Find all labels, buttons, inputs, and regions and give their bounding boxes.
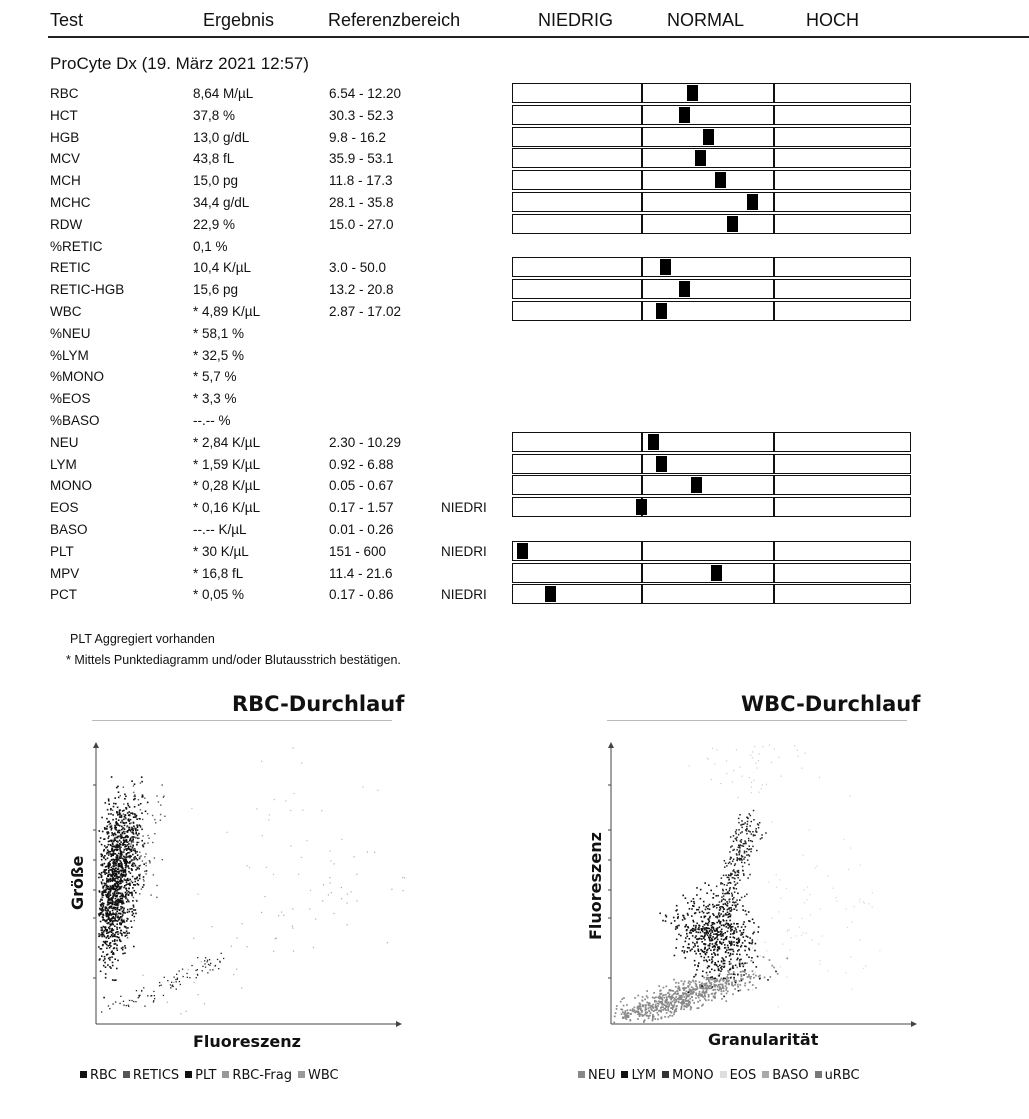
- result-value: --.-- %: [193, 413, 231, 428]
- result-value: --.-- K/µL: [193, 522, 247, 537]
- legend-item: [720, 1068, 757, 1083]
- range-bar: [512, 454, 911, 474]
- lym-cluster: [659, 874, 776, 997]
- range-divider-low: [641, 128, 643, 146]
- result-reference-range: 2.30 - 10.29: [329, 434, 402, 450]
- result-row: [0, 127, 1029, 149]
- wbc-scatter-plot: [605, 740, 925, 1030]
- result-row: [0, 257, 1029, 279]
- result-test-name: MPV: [50, 565, 80, 581]
- result-value: * 0,28 K/µL: [193, 478, 261, 494]
- range-divider-high: [773, 542, 775, 560]
- legend-swatch: [762, 1071, 769, 1078]
- rbc-plot-axes: [93, 742, 402, 1027]
- legend-item: [298, 1068, 339, 1083]
- result-row: [0, 497, 1029, 519]
- range-divider-high: [773, 476, 775, 494]
- result-value: 8,64 M/µL: [193, 86, 254, 101]
- result-test-name: RETIC-HGB: [50, 282, 125, 298]
- result-test-name: %BASO: [50, 413, 100, 428]
- result-flag: NIEDRI: [441, 587, 487, 603]
- header-rule: [48, 36, 1029, 38]
- column-header-test: Test: [50, 10, 84, 30]
- result-value: 0,1 %: [193, 238, 228, 254]
- range-divider-low: [641, 476, 643, 494]
- range-bar: [512, 541, 911, 561]
- result-value: 34,4 g/dL: [193, 195, 250, 210]
- result-row: [0, 83, 1029, 105]
- result-value: 15,0 pg: [193, 173, 239, 189]
- range-marker: [687, 85, 698, 101]
- range-divider-high: [773, 455, 775, 473]
- range-bar: [512, 301, 911, 321]
- range-divider-high: [773, 302, 775, 320]
- result-reference-range: 11.8 - 17.3: [329, 173, 393, 189]
- result-row: [0, 192, 1029, 214]
- eos-scatter: [721, 795, 880, 1007]
- rbc-plot-divider: [92, 720, 392, 721]
- result-value: 37,8 %: [193, 107, 236, 123]
- rbc-x-axis-label: Fluoreszenz: [193, 1032, 301, 1051]
- range-divider-high: [773, 215, 775, 233]
- range-marker: [656, 303, 667, 319]
- result-row: [0, 105, 1029, 127]
- result-value: * 30 K/µL: [193, 543, 249, 559]
- wbc-y-axis-label: Fluoreszenz: [586, 832, 605, 940]
- range-marker: [703, 129, 714, 145]
- result-row: [0, 519, 1029, 541]
- range-bar: [512, 475, 911, 495]
- range-divider-low: [641, 84, 643, 102]
- range-divider-high: [773, 433, 775, 451]
- result-reference-range: 0.17 - 0.86: [329, 587, 394, 603]
- result-test-name: %MONO: [50, 369, 104, 385]
- result-test-name: %LYM: [50, 347, 89, 363]
- result-test-name: MCH: [50, 173, 81, 189]
- range-divider-high: [773, 171, 775, 189]
- range-bar: [512, 279, 911, 299]
- result-value: * 2,84 K/µL: [193, 434, 261, 450]
- range-divider-high: [773, 498, 775, 516]
- range-marker: [517, 543, 528, 559]
- result-test-name: RETIC: [50, 260, 91, 276]
- rbc-legend: [80, 1068, 345, 1083]
- legend-item: [662, 1068, 713, 1083]
- mono-trail: [716, 810, 767, 919]
- result-reference-range: 28.1 - 35.8: [329, 195, 394, 210]
- legend-item: [222, 1068, 292, 1083]
- result-value: * 58,1 %: [193, 325, 245, 341]
- result-row: [0, 170, 1029, 192]
- column-header-reference: Referenzbereich: [328, 10, 461, 30]
- wbc-plot-divider: [607, 720, 907, 721]
- result-row: [0, 366, 1029, 388]
- range-marker: [691, 477, 702, 493]
- legend-item: [762, 1068, 808, 1083]
- result-reference-range: 0.17 - 1.57: [329, 500, 394, 516]
- result-row: [0, 148, 1029, 170]
- result-row: [0, 584, 1029, 606]
- range-marker: [711, 565, 722, 581]
- section-title: ProCyte Dx (19. März 2021 12:57): [50, 54, 309, 73]
- range-bar: [512, 563, 911, 583]
- legend-label: LYM: [631, 1068, 657, 1083]
- result-row: [0, 454, 1029, 476]
- range-marker: [747, 194, 758, 210]
- range-bar: [512, 214, 911, 234]
- result-test-name: %NEU: [50, 325, 91, 341]
- range-bar: [512, 192, 911, 212]
- range-bar: [512, 257, 911, 277]
- range-marker: [679, 107, 690, 123]
- range-divider-low: [641, 258, 643, 276]
- legend-label: EOS: [729, 1068, 757, 1083]
- result-value: * 3,3 %: [193, 391, 237, 407]
- rbc-plot-title: RBC-Durchlauf: [232, 692, 405, 716]
- result-reference-range: 30.3 - 52.3: [329, 107, 394, 123]
- legend-swatch: [80, 1071, 87, 1078]
- result-test-name: MONO: [50, 478, 92, 494]
- result-flag: NIEDRI: [441, 543, 487, 559]
- result-test-name: PLT: [50, 543, 74, 559]
- result-test-name: PCT: [50, 587, 77, 603]
- range-divider-low: [641, 106, 643, 124]
- result-test-name: MCHC: [50, 195, 91, 210]
- result-test-name: WBC: [50, 304, 82, 319]
- result-value: * 5,7 %: [193, 369, 237, 385]
- range-divider-low: [641, 585, 643, 603]
- wbc-plot-title: WBC-Durchlauf: [741, 692, 921, 716]
- result-value: 13,0 g/dL: [193, 129, 250, 145]
- range-marker: [727, 216, 738, 232]
- result-reference-range: 15.0 - 27.0: [329, 216, 394, 232]
- result-flag: NIEDRI: [441, 500, 487, 516]
- legend-label: RETICS: [132, 1068, 180, 1083]
- range-divider-high: [773, 106, 775, 124]
- result-test-name: HCT: [50, 107, 78, 123]
- legend-swatch: [621, 1071, 628, 1078]
- legend-label: uRBC: [824, 1068, 860, 1083]
- rbc-y-axis-label: Größe: [68, 855, 87, 910]
- legend-swatch: [185, 1071, 192, 1078]
- result-value: * 1,59 K/µL: [193, 456, 261, 472]
- legend-label: RBC: [90, 1068, 117, 1083]
- result-test-name: BASO: [50, 522, 88, 537]
- result-reference-range: 0.05 - 0.67: [329, 478, 394, 494]
- urbc-scatter: [689, 744, 820, 798]
- result-test-name: HGB: [50, 129, 80, 145]
- range-divider-high: [773, 84, 775, 102]
- result-reference-range: 35.9 - 53.1: [329, 151, 394, 167]
- range-divider-low: [641, 302, 643, 320]
- legend-item: [185, 1068, 216, 1083]
- result-value: * 16,8 fL: [193, 565, 244, 581]
- result-reference-range: 6.54 - 12.20: [329, 86, 402, 101]
- column-header-high: HOCH: [806, 10, 859, 30]
- range-marker: [660, 259, 671, 275]
- range-divider-high: [773, 193, 775, 211]
- range-divider-low: [641, 542, 643, 560]
- range-marker: [648, 434, 659, 450]
- result-reference-range: 0.92 - 6.88: [329, 456, 394, 472]
- legend-item: [815, 1068, 860, 1083]
- result-value: * 4,89 K/µL: [193, 304, 261, 319]
- result-reference-range: 13.2 - 20.8: [329, 282, 394, 298]
- range-bar: [512, 127, 911, 147]
- range-bar: [512, 497, 911, 517]
- rbc-scatter-plot: [90, 740, 410, 1030]
- range-bar: [512, 432, 911, 452]
- range-marker: [545, 586, 556, 602]
- legend-swatch: [578, 1071, 585, 1078]
- range-divider-high: [773, 149, 775, 167]
- neu-cluster: [613, 956, 788, 1023]
- legend-swatch: [815, 1071, 822, 1078]
- result-row: [0, 214, 1029, 236]
- result-reference-range: 151 - 600: [329, 543, 387, 559]
- range-marker: [636, 499, 647, 515]
- legend-swatch: [123, 1071, 130, 1078]
- result-value: 22,9 %: [193, 216, 236, 232]
- range-marker: [715, 172, 726, 188]
- result-value: 10,4 K/µL: [193, 260, 252, 276]
- range-divider-low: [641, 455, 643, 473]
- result-test-name: MCV: [50, 151, 80, 167]
- result-test-name: %RETIC: [50, 238, 103, 254]
- result-row: [0, 563, 1029, 585]
- range-divider-low: [641, 215, 643, 233]
- range-bar: [512, 584, 911, 604]
- result-reference-range: 9.8 - 16.2: [329, 129, 387, 145]
- range-divider-high: [773, 585, 775, 603]
- result-row: [0, 323, 1029, 345]
- range-divider-high: [773, 128, 775, 146]
- column-header-normal: NORMAL: [667, 10, 745, 30]
- result-test-name: RDW: [50, 216, 83, 232]
- legend-swatch: [662, 1071, 669, 1078]
- result-value: 43,8 fL: [193, 151, 235, 167]
- result-row: [0, 388, 1029, 410]
- range-divider-low: [641, 149, 643, 167]
- range-marker: [679, 281, 690, 297]
- result-row: [0, 432, 1029, 454]
- legend-swatch: [720, 1071, 727, 1078]
- range-bar: [512, 83, 911, 103]
- result-test-name: NEU: [50, 434, 79, 450]
- range-divider-low: [641, 433, 643, 451]
- legend-label: WBC: [308, 1068, 339, 1083]
- result-row: [0, 279, 1029, 301]
- legend-label: BASO: [772, 1068, 809, 1083]
- result-test-name: LYM: [50, 456, 77, 472]
- legend-swatch: [298, 1071, 305, 1078]
- wbc-faint-scatter: [191, 747, 378, 894]
- result-reference-range: 0.01 - 0.26: [329, 522, 394, 537]
- column-header-result: Ergebnis: [203, 10, 275, 30]
- legend-item: [80, 1068, 117, 1083]
- result-test-name: EOS: [50, 500, 79, 516]
- footnote-plt: PLT Aggregiert vorhanden: [70, 632, 215, 646]
- rbc-frag-scatter: [143, 851, 406, 1014]
- range-bar: [512, 148, 911, 168]
- legend-item: [578, 1068, 615, 1083]
- column-header-low: NIEDRIG: [538, 10, 614, 30]
- range-divider-high: [773, 280, 775, 298]
- range-divider-low: [641, 564, 643, 582]
- result-value: * 32,5 %: [193, 347, 245, 363]
- range-divider-low: [641, 280, 643, 298]
- range-divider-low: [641, 193, 643, 211]
- legend-label: PLT: [195, 1068, 217, 1083]
- legend-label: NEU: [588, 1068, 616, 1083]
- legend-swatch: [222, 1071, 229, 1078]
- result-test-name: RBC: [50, 86, 79, 101]
- range-bar: [512, 170, 911, 190]
- result-row: [0, 541, 1029, 563]
- result-reference-range: 3.0 - 50.0: [329, 260, 387, 276]
- result-row: [0, 301, 1029, 323]
- result-reference-range: 11.4 - 21.6: [329, 565, 393, 581]
- range-divider-low: [641, 171, 643, 189]
- result-value: * 0,05 %: [193, 587, 245, 603]
- legend-label: RBC-Frag: [232, 1068, 292, 1083]
- wbc-x-axis-label: Granularität: [708, 1030, 819, 1049]
- legend-label: MONO: [672, 1068, 714, 1083]
- legend-item: [123, 1068, 179, 1083]
- range-divider-high: [773, 564, 775, 582]
- footnote-confirm: * Mittels Punktediagramm und/oder Blutausstrich bestätigen.: [66, 653, 401, 667]
- result-test-name: %EOS: [50, 391, 91, 407]
- result-row: [0, 410, 1029, 432]
- result-row: [0, 345, 1029, 367]
- result-row: [0, 236, 1029, 258]
- result-reference-range: 2.87 - 17.02: [329, 304, 402, 319]
- wbc-legend: [578, 1068, 866, 1083]
- result-row: [0, 475, 1029, 497]
- range-bar: [512, 105, 911, 125]
- result-value: 15,6 pg: [193, 282, 239, 298]
- legend-item: [621, 1068, 656, 1083]
- range-marker: [695, 150, 706, 166]
- range-marker: [656, 456, 667, 472]
- result-value: * 0,16 K/µL: [193, 500, 261, 516]
- plt-trail: [101, 953, 224, 1013]
- range-divider-high: [773, 258, 775, 276]
